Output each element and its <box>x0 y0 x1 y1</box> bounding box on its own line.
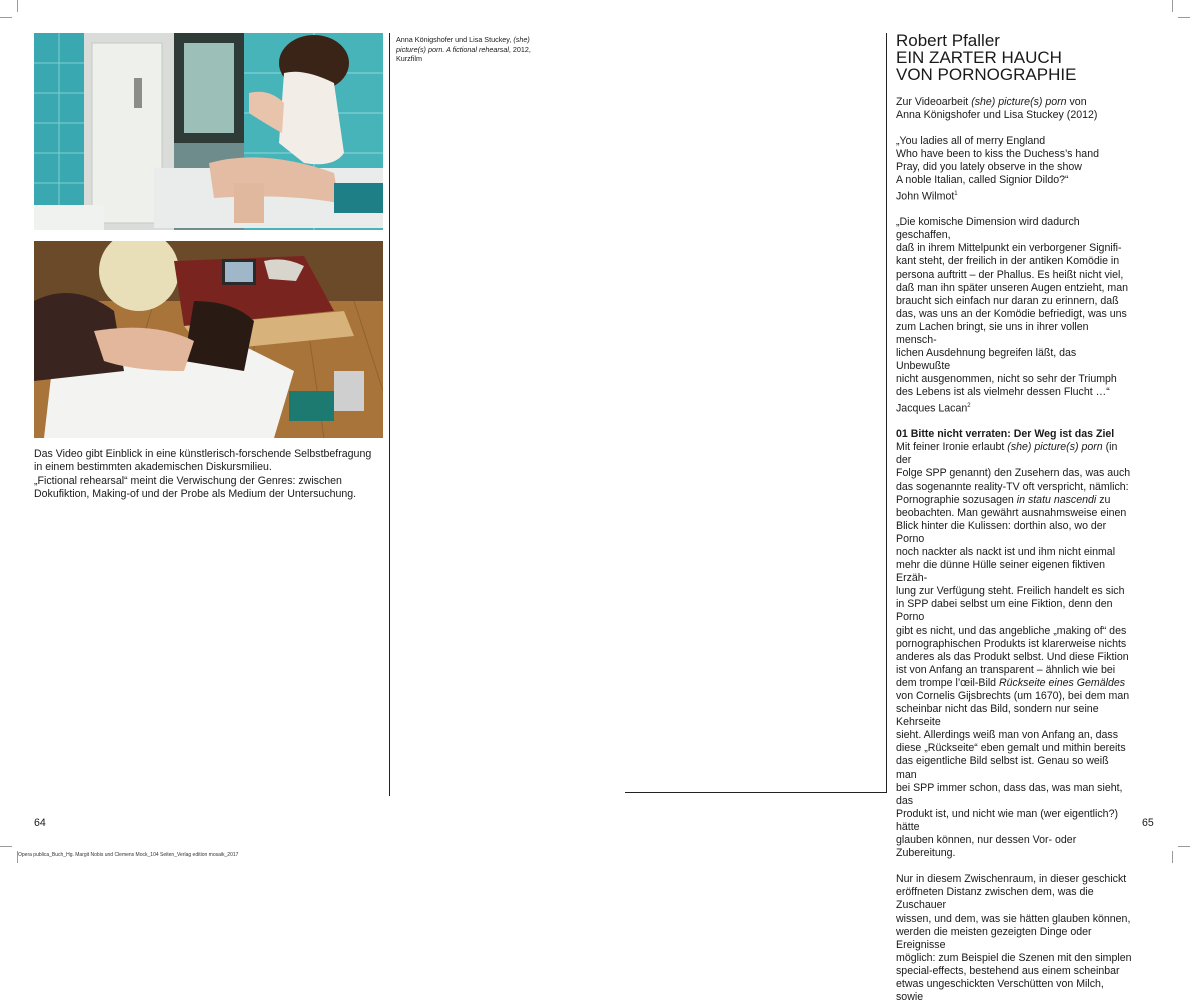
crop-mark <box>0 846 12 847</box>
body-line <box>896 441 1132 467</box>
footnote-ref: 1 <box>954 190 958 197</box>
body-text: (in der <box>896 441 1118 467</box>
quote-line: persona auftritt – der Phallus. Es heißt nicht viel, <box>896 268 1124 281</box>
quote-line: „Die komische Dimension wird dadurch geschaffen, <box>896 216 1080 242</box>
credit-title-italic: (she) <box>513 35 530 44</box>
crop-mark <box>1178 846 1190 847</box>
body-line: eröffneten Distanz zwischen dem, was die Zuschauer <box>896 886 1094 912</box>
body-italic: in statu nascendi <box>1016 493 1097 506</box>
body-line: diese „Rückseite“ eben gemalt und mithin bereits <box>896 742 1126 755</box>
body-italic: (she) picture(s) porn <box>1007 441 1103 454</box>
body-italic: Rückseite eines Gemäldes <box>999 676 1126 689</box>
crop-mark <box>1172 851 1173 863</box>
body-line: anderes als das Produkt selbst. Und diese Fiktion <box>896 650 1129 663</box>
body-line: Produkt ist, und nicht wie man (wer eigentlich?) hätte <box>896 807 1118 833</box>
poem-line: Pray, did you lately observe in the show <box>896 161 1082 174</box>
body-line <box>896 677 1132 690</box>
print-slug: Opera publica_Buch_Hg. Margit Nobis und Clemens Mock_104 Seiten_Verlag edition mosaik_2017 <box>18 852 239 858</box>
quote-line: lichen Ausdehnung begreifen läßt, das Unbewußte <box>896 347 1077 373</box>
body-text: Pornographie sozusagen <box>896 493 1017 506</box>
article-title-line: EIN ZARTER HAUCH <box>896 48 1062 67</box>
body-line: Blick hinter die Kulissen: dorthin also, wo der Porno <box>896 519 1107 545</box>
body-text: dem trompe l’œil-Bild <box>896 676 1000 689</box>
body-line: Folge SPP genannt) den Zusehern das, was auch <box>896 467 1131 480</box>
body-line: Nur in diesem Zwischenraum, in dieser geschickt <box>896 873 1127 886</box>
body-line: sieht. Allerdings weiß man von Anfang an, dass <box>896 729 1119 742</box>
footnote-ref: 2 <box>967 402 971 409</box>
section-heading <box>896 428 1132 441</box>
body-line: mehr die dünne Hülle seiner eigenen fiktiven Erzäh- <box>896 559 1106 585</box>
author-name: Robert Pfaller <box>896 31 1000 50</box>
subtitle-text: von <box>1066 96 1087 108</box>
crop-mark <box>1178 17 1190 18</box>
body-line: pornographischen Produkts ist klarerweise nichts <box>896 637 1127 650</box>
quote-line: braucht sich einfach nur daran zu erinnern, daß <box>896 294 1119 307</box>
subtitle-text: Zur Videoarbeit <box>896 96 972 108</box>
body-line: bei SPP immer schon, dass das, was man sieht, das <box>896 781 1123 807</box>
article <box>896 32 1132 1004</box>
body-line: in SPP dabei selbst um eine Fiktion, denn den Porno <box>896 598 1113 624</box>
body-line: das eigentliche Bild selbst ist. Genau so weiß man <box>896 755 1109 781</box>
body-line: beobachten. Man gewährt ausnahmsweise einen <box>896 506 1127 519</box>
poem-line: A noble Italian, called Signior Dildo?“ <box>896 174 1069 187</box>
body-line: werden die meisten gezeigten Dinge oder Ereignisse <box>896 925 1092 951</box>
video-still-bathroom <box>34 33 383 230</box>
quote-line: das, was uns an der Komödie befriedigt, was uns <box>896 307 1127 320</box>
body-text: Mit feiner Ironie erlaubt <box>896 441 1008 454</box>
caption-line: Das Video gibt Einblick in eine künstlerisch-forschende Selbstbefragung <box>34 448 372 460</box>
body-line: glauben können, nur dessen Vor- oder Zubereitung. <box>896 834 1077 860</box>
body-line: noch nackter als nackt ist und ihm nicht einmal <box>896 545 1116 558</box>
caption-line: Dokufiktion, Making-of und der Probe als Medium der Untersuchung. <box>34 487 357 500</box>
page-number-left: 64 <box>34 817 46 829</box>
body-line <box>896 494 1132 507</box>
body-line: das sogenannte reality-TV oft verspricht, nämlich: <box>896 480 1129 493</box>
quote-line: daß in ihrem Mittelpunkt ein verborgener Signifi- <box>896 242 1122 255</box>
quote-line: nicht ausgenommen, nicht so sehr der Triumph <box>896 373 1117 386</box>
poem-line: Who have been to kiss the Duchess’s hand <box>896 148 1099 161</box>
crop-mark <box>1172 0 1173 12</box>
column-rule <box>389 33 390 796</box>
body-line: möglich: zum Beispiel die Szenen mit den simplen <box>896 951 1132 964</box>
body-text: zu <box>1096 493 1111 506</box>
credit-title-italic: picture(s) porn. A fictional rehearsal <box>396 44 509 54</box>
quote-author-name: Jacques Lacan <box>896 402 968 415</box>
body-line: special-effects, bestehend aus einem scheinbar <box>896 964 1120 977</box>
body-line: lung zur Verfügung steht. Freilich handelt es sich <box>896 585 1125 598</box>
bottom-rule <box>625 792 887 793</box>
subtitle <box>896 96 1132 109</box>
crop-mark <box>17 0 18 12</box>
credit-kind: Kurzfilm <box>396 54 422 63</box>
body-line: von Cornelis Gijsbrechts (um 1670), bei dem man <box>896 690 1130 702</box>
crop-mark <box>0 17 12 18</box>
subtitle-work-title: (she) picture(s) porn <box>971 96 1067 108</box>
caption-line: in einem bestimmten akademischen Diskursmilieu. <box>34 461 272 474</box>
body-line: gibt es nicht, und das angebliche „making of“ des <box>896 624 1127 637</box>
section-heading-text: 01 Bitte nicht verraten: Der Weg ist das Ziel <box>896 428 1115 441</box>
subtitle-line: Anna Königshofer und Lisa Stuckey (2012) <box>896 109 1098 122</box>
credit-year: , 2012, <box>508 44 531 54</box>
body-line: scheinbar nicht das Bild, sondern nur seine Kehrseite <box>896 703 1099 729</box>
credit-text: Anna Königshofer und Lisa Stuckey, <box>396 35 512 44</box>
quote-line: daß man ihn später unseren Augen entzieht, man <box>896 281 1129 294</box>
article-title-line: VON PORNOGRAPHIE <box>896 65 1077 84</box>
column-rule <box>886 33 887 793</box>
body-line: etwas ungeschickten Verschütten von Milch, sowie <box>896 977 1104 1004</box>
body-line: ist von Anfang an transparent – ähnlich wie bei <box>896 663 1116 676</box>
quote-line: des Lebens ist als vielmehr dessen Flucht …“ <box>896 386 1110 399</box>
poem-author-name: John Wilmot <box>896 190 955 203</box>
poem-line: „You ladies all of merry England <box>896 135 1046 148</box>
image-caption <box>34 448 394 501</box>
quote-line: kant steht, der freilich in der antiken Komödie in <box>896 255 1120 268</box>
image-credit <box>396 35 556 64</box>
quote-author <box>896 400 1132 416</box>
poem-author <box>896 188 1132 204</box>
quote-line: zum Lachen bringt, sie uns in ihrer vollen mensch- <box>896 320 1089 347</box>
caption-line: „Fictional rehearsal“ meint die Verwischung der Genres: zwischen <box>34 474 342 487</box>
page-number-right: 65 <box>1142 817 1154 829</box>
video-still-room <box>34 241 383 438</box>
body-line: wissen, und dem, was sie hätten glauben können, <box>896 912 1131 925</box>
